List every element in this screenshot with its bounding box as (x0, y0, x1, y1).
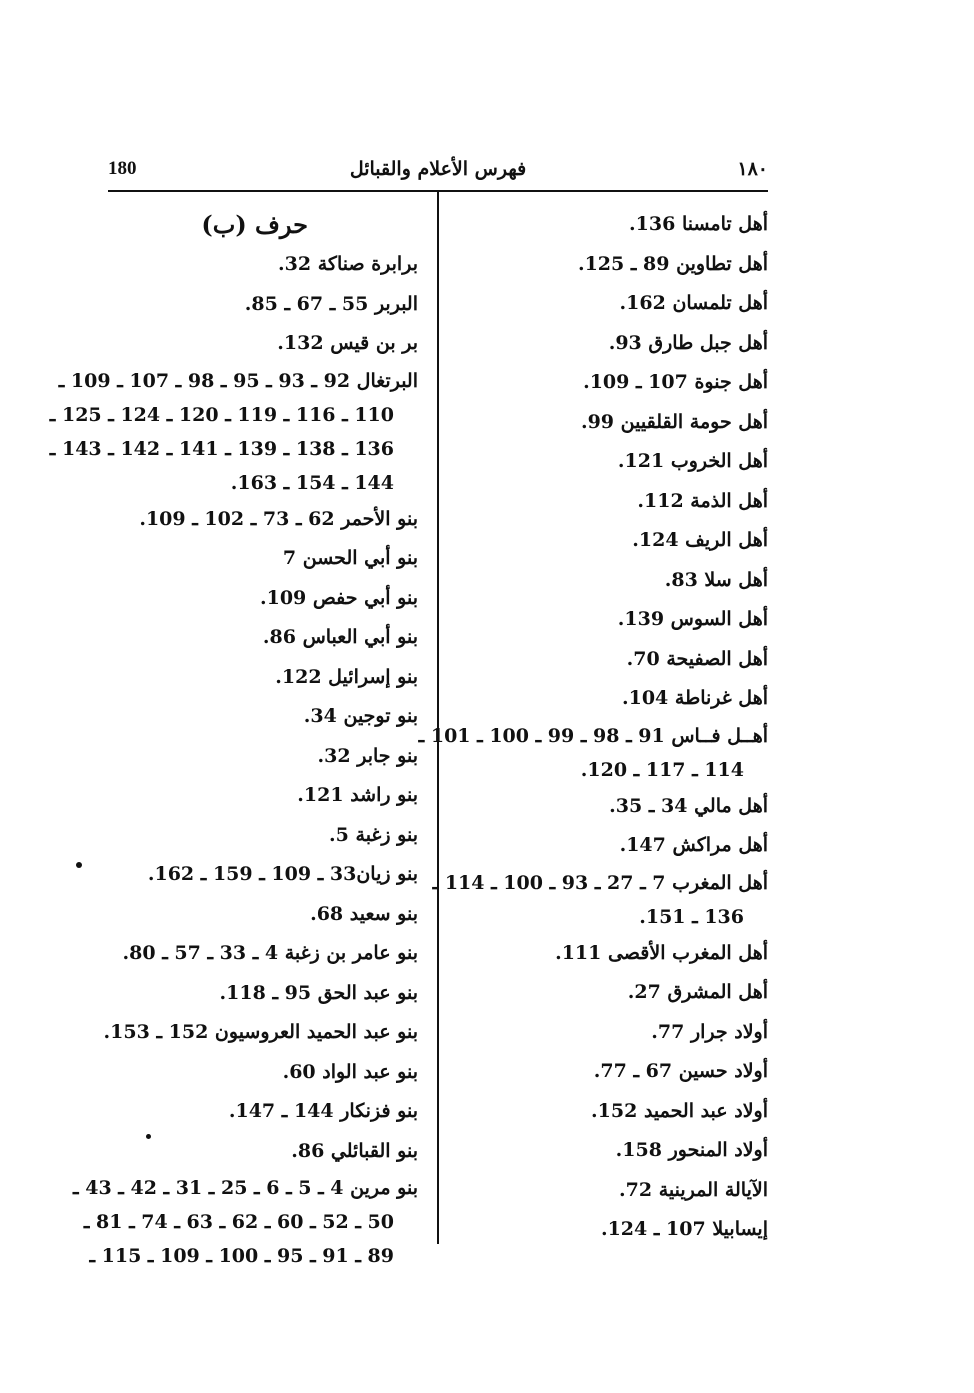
section-heading: حرف (ب) (201, 210, 308, 239)
index-entry-continuation: 136 ـ 138 ـ 139 ـ 141 ـ 142 ـ 143 ـ (49, 437, 394, 460)
index-entry: بنو سعيد 68. (310, 902, 418, 925)
page-header (108, 158, 768, 188)
index-entry: بنو إسرائيل 122. (275, 665, 418, 688)
index-entry: بنو عبد الحميد العروسيون 152 ـ 153. (103, 1021, 418, 1043)
index-entry: أهل الخروب 121. (617, 450, 768, 472)
index-entry: أهل تامسنا 136. (629, 213, 768, 235)
index-entry: الآيالة المرينية 72. (619, 1178, 768, 1201)
index-entry: أهل مراكش 147. (619, 834, 768, 856)
index-entry: بنو عبد الواد 60. (282, 1060, 418, 1083)
index-entry: أهل تطاوين 89 ـ 125. (577, 252, 768, 275)
index-entry: أولاد المنحور 158. (615, 1139, 768, 1161)
scan-speck (76, 862, 82, 868)
index-entry: أولاد عبد الحميد 152. (591, 1099, 768, 1122)
index-entry: إيسابيلا 107 ـ 124. (600, 1218, 768, 1240)
index-entry: أهل غرناطة 104. (621, 687, 768, 709)
index-entry: بنو عامر بن زغبة 4 ـ 33 ـ 57 ـ 80. (122, 942, 418, 964)
index-entry: بنو زيان33 ـ 109 ـ 159 ـ 162. (147, 863, 418, 885)
index-entry: بنو أبي العباس 86. (262, 626, 418, 648)
index-entry: بنو توجين 34. (303, 705, 418, 727)
index-entry: أهل الذمة 112. (637, 489, 768, 512)
page-number-latin: 180 (108, 158, 137, 179)
index-entry: أهل جبل طارق 93. (608, 331, 768, 354)
index-entry: البربر 55 ـ 67 ـ 85. (244, 292, 418, 315)
index-entry: أهل تلمسان 162. (619, 292, 768, 314)
page-number-arabic: ١٨٠ (737, 158, 768, 180)
index-entry: بنو جابر 32. (317, 744, 418, 767)
index-entry: بنو عبد الحق 95 ـ 118. (219, 981, 418, 1004)
index-entry: أهل حومة القلقيين 99. (580, 410, 768, 433)
index-entry: بر بن قيس 132. (277, 332, 418, 354)
index-entry: أهل السوس 139. (617, 608, 768, 630)
scan-speck (146, 1134, 151, 1139)
index-entry: بنو أبي حفص 109. (259, 586, 418, 609)
index-column-right (418, 205, 768, 1250)
index-entry: أهل المغرب الأقصى 111. (555, 941, 768, 964)
index-entry: أهل سلا 83. (664, 568, 768, 591)
index-entry: أهــل فــاس 91 ـ 98 ـ 99 ـ 100 ـ 101 ـ (418, 724, 768, 747)
index-entry: أهل الريف 124. (632, 529, 768, 551)
index-entry: برابرة صناكة 32. (278, 253, 418, 275)
index-entry-continuation: 50 ـ 52 ـ 60 ـ 62 ـ 63 ـ 74 ـ 81 ـ (83, 1211, 394, 1233)
index-entry: بنو زغبة 5. (329, 823, 418, 846)
index-column-left (49, 205, 418, 1273)
index-entry-continuation: 110 ـ 116 ـ 119 ـ 120 ـ 124 ـ 125 ـ (49, 403, 394, 426)
index-entry: بنو القبائلي 86. (291, 1139, 418, 1162)
index-entry: أهل المشرق 27. (627, 981, 768, 1003)
index-entry: بنو الأحمر 62 ـ 73 ـ 102 ـ 109. (139, 507, 418, 530)
index-entry-continuation: 114 ـ 117 ـ 120. (580, 758, 744, 781)
index-entry: أهل مالي 34 ـ 35. (609, 794, 768, 817)
index-entry: أهل الصفيحة 70. (626, 647, 768, 670)
page-title: فهرس الأعلام والقبائل (349, 158, 527, 180)
index-entry: أولاد حسين 67 ـ 77. (593, 1060, 768, 1082)
index-entry: بنو فزنكار 144 ـ 147. (228, 1100, 418, 1122)
index-entry: أهل المغرب 7 ـ 27 ـ 93 ـ 100 ـ 114 ـ (432, 871, 768, 894)
index-entry: بنو راشد 121. (297, 784, 418, 806)
index-entry: أهل جنوة 107 ـ 109. (583, 371, 768, 393)
index-entry: بنو مرين 4 ـ 5 ـ 6 ـ 25 ـ 31 ـ 42 ـ 43 ـ (73, 1177, 418, 1199)
index-entry: أولاد جرار 77. (651, 1020, 768, 1043)
index-entry-continuation: 89 ـ 91 ـ 95 ـ 100 ـ 109 ـ 115 ـ (89, 1245, 394, 1267)
index-entry: بنو أبي الحسن 7 (282, 547, 418, 569)
index-entry-continuation: 144 ـ 154 ـ 163. (230, 471, 394, 494)
index-entry-continuation: 136 ـ 151. (639, 905, 744, 928)
index-entry: البرتغال 92 ـ 93 ـ 95 ـ 98 ـ 107 ـ 109 ـ (58, 369, 418, 392)
